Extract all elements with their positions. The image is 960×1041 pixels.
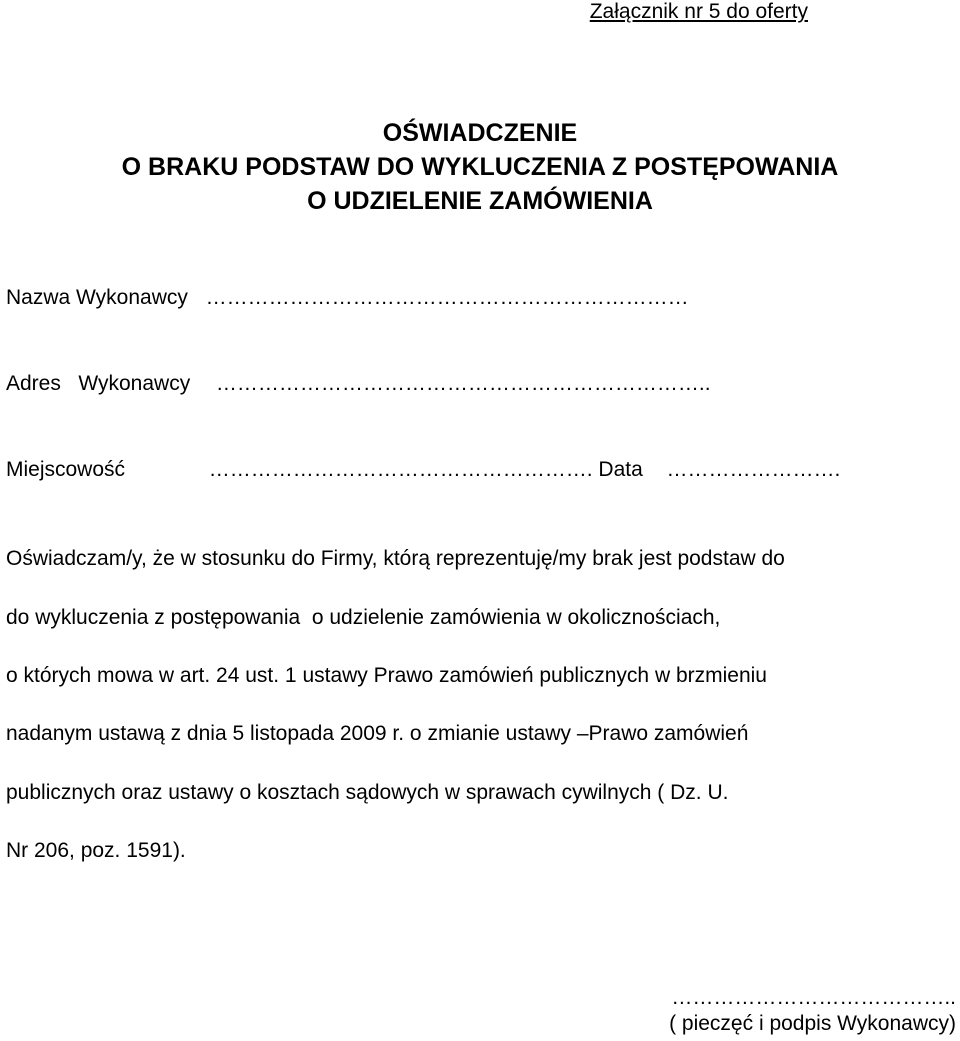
statement-line-3: o których mowa w art. 24 ust. 1 ustawy Prawo zamówień publicznych w brzmieniu	[6, 664, 767, 687]
document-title-line-1: OŚWIADCZENIE	[382, 119, 578, 147]
date-dots[interactable]: …………………….	[666, 458, 841, 481]
contractor-address-label: Adres Wykonawcy	[6, 372, 191, 395]
place-dots[interactable]: ……………………………………………….	[208, 458, 593, 481]
signature-dots[interactable]: …………………………………..	[671, 986, 956, 1009]
place-date-row	[6, 456, 840, 484]
date-label: Data	[598, 458, 643, 481]
signature-label: ( pieczęć i podpis Wykonawcy)	[669, 1012, 956, 1035]
statement-line-5: publicznych oraz ustawy o kosztach sądowych w sprawach cywilnych ( Dz. U.	[6, 781, 729, 804]
annex-label: Załącznik nr 5 do oferty	[589, 0, 808, 23]
place-label: Miejscowość	[6, 458, 126, 481]
statement-line-4: nadanym ustawą z dnia 5 listopada 2009 r. o zmianie ustawy –Prawo zamówień	[6, 722, 749, 745]
statement-line-2: do wykluczenia z postępowania o udzielenie zamówienia w okolicznościach,	[6, 606, 721, 629]
contractor-name-label: Nazwa Wykonawcy	[6, 286, 188, 309]
contractor-name-dots[interactable]: ……………………………………………………………	[205, 286, 689, 309]
statement-line-6: Nr 206, poz. 1591).	[6, 839, 186, 862]
contractor-name-row	[6, 284, 689, 312]
document-title-line-3: O UDZIELENIE ZAMÓWIENIA	[307, 187, 653, 215]
statement-line-1: Oświadczam/y, że w stosunku do Firmy, którą reprezentuję/my brak jest podstaw do	[6, 547, 785, 570]
contractor-address-row	[6, 370, 711, 398]
document-title-line-2: O BRAKU PODSTAW DO WYKLUCZENIA Z POSTĘPOWANIA	[121, 153, 839, 181]
contractor-address-dots[interactable]: ……………………………………………………………..	[215, 372, 711, 395]
